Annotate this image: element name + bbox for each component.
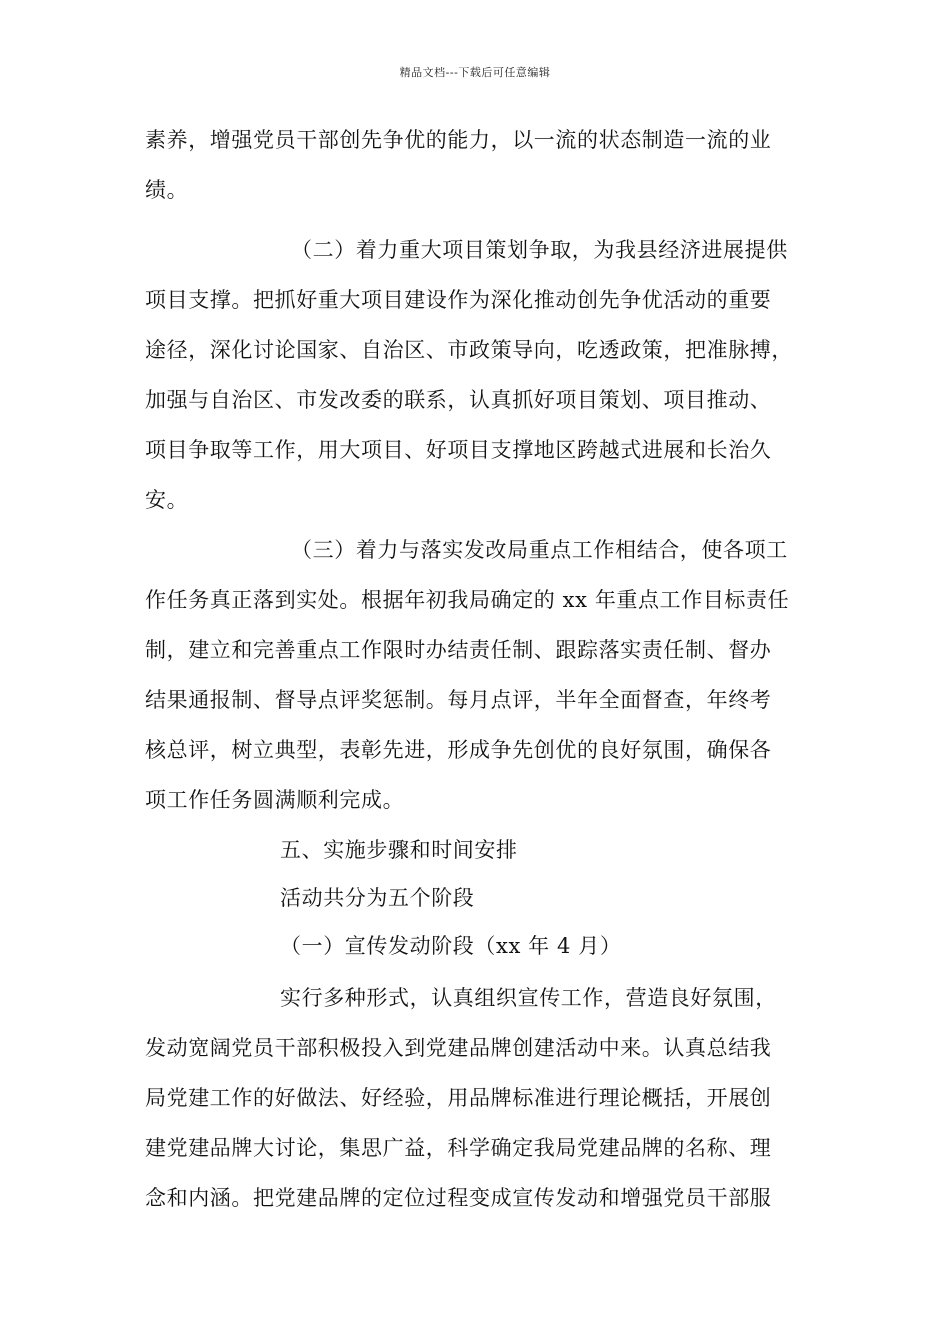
paragraph-line: 安。 — [145, 488, 189, 512]
subsection-heading: （一）宣传发动阶段（xx 年 4 月） — [280, 934, 622, 958]
paragraph-line: 加强与自治区、市发改委的联系，认真抓好项目策划、项目推动、 — [145, 388, 772, 412]
paragraph-line: 活动共分为五个阶段 — [280, 886, 475, 910]
paragraph-line: 念和内涵。把党建品牌的定位过程变成宣传发动和增强党员干部服 — [145, 1186, 772, 1210]
paragraph-line: 项目支撑。把抓好重大项目建设作为深化推动创先争优活动的重要 — [145, 288, 772, 312]
section-heading: 五、实施步骤和时间安排 — [280, 838, 518, 862]
paragraph-line: （二）着力重大项目策划争取，为我县经济进展提供 — [291, 238, 788, 262]
paragraph-line: 素养，增强党员干部创先争优的能力，以一流的状态制造一流的业 — [145, 128, 772, 152]
paragraph-line: 制，建立和完善重点工作限时办结责任制、跟踪落实责任制、督办 — [145, 638, 772, 662]
paragraph-line: 项目争取等工作，用大项目、好项目支撑地区跨越式进展和长治久 — [145, 438, 772, 462]
paragraph-line: （三）着力与落实发改局重点工作相结合，使各项工 — [291, 538, 788, 562]
paragraph-line: 实行多种形式，认真组织宣传工作，营造良好氛围， — [280, 986, 777, 1010]
paragraph-line: 发动宽阔党员干部积极投入到党建品牌创建活动中来。认真总结我 — [145, 1036, 772, 1060]
paragraph-line: 结果通报制、督导点评奖惩制。每月点评，半年全面督查，年终考 — [145, 688, 772, 712]
paragraph-line: 建党建品牌大讨论，集思广益，科学确定我局党建品牌的名称、理 — [145, 1136, 772, 1160]
paragraph-line: 核总评，树立典型，表彰先进，形成争先创优的良好氛围，确保各 — [145, 738, 772, 762]
paragraph-line: 绩。 — [145, 178, 189, 202]
paragraph-line: 项工作任务圆满顺利完成。 — [145, 788, 405, 812]
paragraph-line: 途径，深化讨论国家、自治区、市政策导向，吃透政策，把准脉搏， — [145, 338, 793, 362]
paragraph-line: 局党建工作的好做法、好经验，用品牌标准进行理论概括，开展创 — [145, 1086, 772, 1110]
page-header: 精品文档---下载后可任意编辑 — [399, 66, 551, 79]
paragraph-line: 作任务真正落到实处。根据年初我局确定的 xx 年重点工作目标责任 — [145, 588, 790, 612]
